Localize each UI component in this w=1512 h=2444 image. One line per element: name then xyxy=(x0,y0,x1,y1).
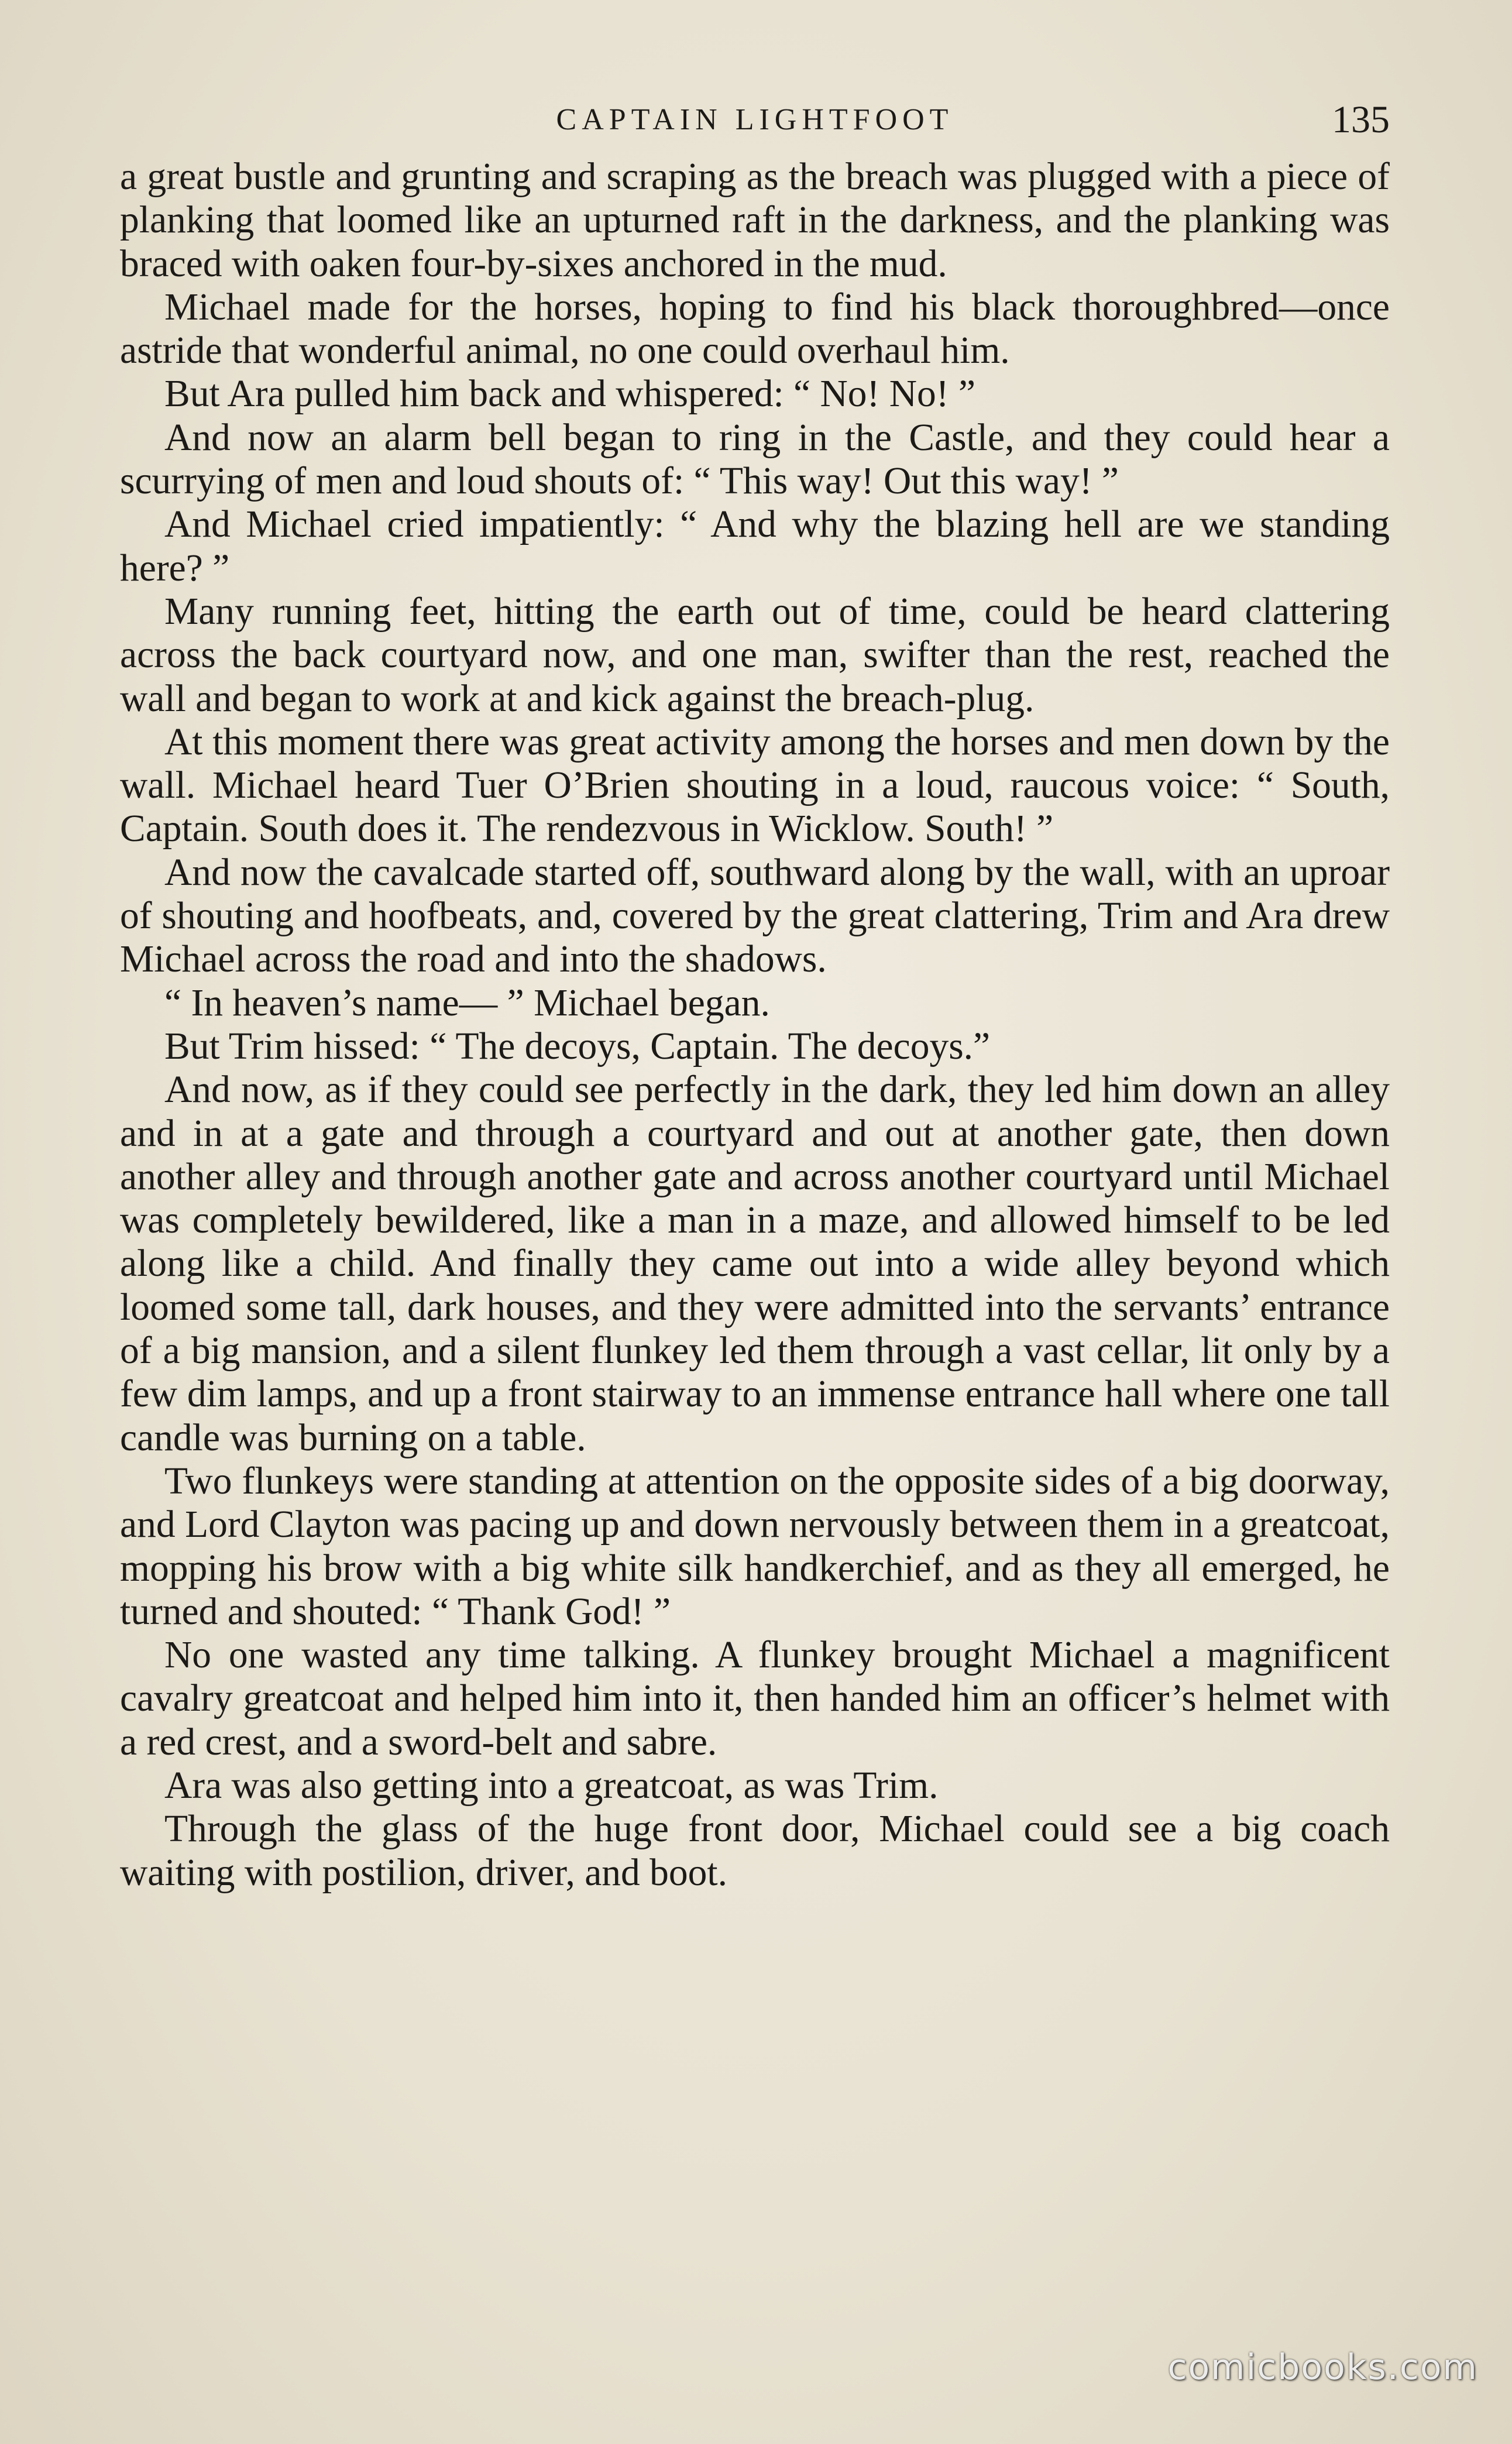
paragraph: Michael made for the horses, hoping to find his black thoroughbred—once astride that wonderful animal, no one could overhaul him. xyxy=(120,286,1390,372)
paragraph: But Ara pulled him back and whispered: “ No! No! ” xyxy=(164,373,976,416)
paragraph: And now an alarm bell began to ring in the Castle, and they could hear a scurrying of men and loud shouts of: “ This way! Out this way! ” xyxy=(120,416,1390,503)
paragraph: At this moment there was great activity among the horses and men down by the wall. Michael heard Tuer O’Brien shouting in a loud, raucous voice: “ South, Captain. South does it. The rendezvous in Wicklow. South! ” xyxy=(120,720,1390,850)
paragraph: No one wasted any time talking. A flunkey brought Michael a magnificent cavalry greatcoat and helped him into it, then handed him an officer’s helmet with a red crest, and a sword-belt and sabre. xyxy=(120,1634,1390,1763)
paragraph: Through the glass of the huge front door, Michael could see a big coach waiting with postilion, driver, and boot. xyxy=(120,1808,1390,1894)
paragraph: “ In heaven’s name— ” Michael began. xyxy=(164,981,770,1024)
paragraph: And Michael cried impatiently: “ And why the blazing hell are we standing here? ” xyxy=(120,503,1390,589)
paragraph: Many running feet, hitting the earth out of time, could be heard clattering across the back courtyard now, and one man, swifter than the rest, reached the wall and began to work at and kick against the breach-plug. xyxy=(120,590,1390,720)
paragraph: a great bustle and grunting and scraping as the breach was plugged with a piece of planking that loomed like an upturned raft in the darkness, and the planking was braced with oaken four-by-sixes anchored in the mud. xyxy=(120,156,1390,285)
watermark: comicbooks.com xyxy=(1167,2347,1478,2388)
page-header xyxy=(120,94,1390,146)
paragraph: And now, as if they could see perfectly in the dark, they led him down an alley and in at a gate and through a courtyard and out at another gate, then down another alley and through another gate and across another courtyard until Michael was completely bewildered, like a man in a maze, and allowed himself to be led along like a child. And finally they came out into a wide alley beyond which loomed some tall, dark houses, and they were admitted into the servants’ entrance of a big mansion, and a silent flunkey led them through a vast cellar, lit only by a few dim lamps, and up a front stairway to an immense entrance hall where one tall candle was burning on a table. xyxy=(120,1069,1390,1459)
paragraph: Ara was also getting into a greatcoat, as was Trim. xyxy=(164,1764,939,1807)
body-text xyxy=(120,155,1390,1894)
paragraph: But Trim hissed: “ The decoys, Captain. The decoys.” xyxy=(164,1025,991,1067)
running-title: CAPTAIN LIGHTFOOT xyxy=(556,103,954,136)
paragraph: Two flunkeys were standing at attention on the opposite sides of a big doorway, and Lord Clayton was pacing up and down nervously between them in a greatcoat, mopping his brow with a big white silk handkerchief, and as they all emerged, he turned and shouted: “ Thank God! ” xyxy=(120,1460,1390,1633)
paragraph: And now the cavalcade started off, southward along by the wall, with an uproar of shouting and hoofbeats, and, covered by the great clattering, Trim and Ara drew Michael across the road and into the shadows. xyxy=(120,851,1390,981)
page-number: 135 xyxy=(1332,98,1390,141)
